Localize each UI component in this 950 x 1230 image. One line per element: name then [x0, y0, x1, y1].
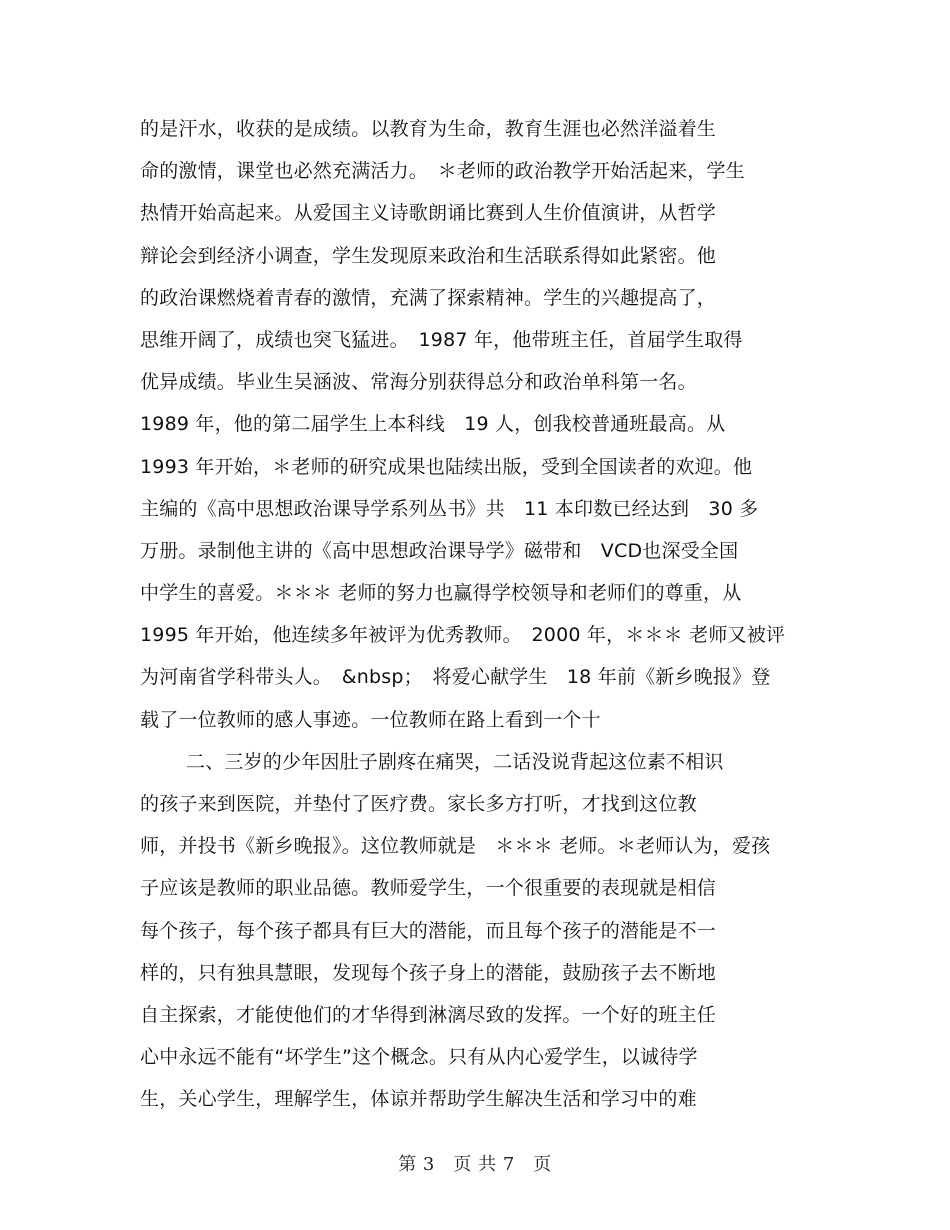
text-line: 样的，只有独具慧眼，发现每个孩子身上的潜能，鼓励孩子去不断地 [140, 961, 717, 984]
text-line: 思维开阔了，成绩也突飞猛进。 1987 年，他带班主任，首届学生取得 [140, 328, 743, 351]
text-line: 的是汗水，收获的是成绩。以教育为生命，教育生涯也必然洋溢着生 [140, 118, 717, 140]
text-line: 自主探索，才能使他们的才华得到淋漓尽致的发挥。一个好的班主任 [140, 1003, 717, 1026]
text-line: 心中永远不能有“坏学生”这个概念。只有从内心爱学生，以诚待学 [140, 1046, 698, 1069]
text-line: 辩论会到经济小调查，学生发现原来政治和生活联系得如此紧密。他 [140, 244, 717, 267]
text-line: 中学生的喜爱。＊＊＊ 老师的努力也赢得学校领导和老师们的尊重，从 [140, 582, 742, 605]
body-text [140, 112, 810, 1125]
text-line: 的孩子来到医院，并垫付了医疗费。家长多方打听，才找到这位教 [140, 793, 697, 815]
text-line: 二、三岁的少年因肚子剧疼在痛哭，二话没说背起这位素不相识 [186, 750, 724, 773]
text-line: 载了一位教师的感人事迹。一位教师在路上看到一个十 [140, 708, 601, 731]
text-line: 1989 年，他的第二届学生上本科线 19 人，创我校普通班最高。从 [140, 413, 726, 436]
text-line: 每个孩子，每个孩子都具有巨大的潜能，而且每个孩子的潜能是不一 [140, 919, 717, 942]
text-line: 1993 年开始，＊老师的研究成果也陆续出版，受到全国读者的欢迎。他 [140, 455, 753, 478]
text-line: 命的激情，课堂也必然充满活力。 ＊老师的政治教学开始活起来，学生 [140, 160, 745, 183]
text-line: 生，关心学生，理解学生，体谅并帮助学生解决生活和学习中的难 [140, 1088, 697, 1111]
text-line: 万册。录制他主讲的《高中思想政治课导学》磁带和 VCD也深受全国 [140, 539, 739, 562]
text-line: 子应该是教师的职业品德。教师爱学生，一个很重要的表现就是相信 [140, 877, 717, 900]
text-line: 为河南省学科带头人。 &nbsp； 将爱心献学生 18 年前《新乡晚报》登 [140, 666, 771, 689]
page-number: 第 3 页 共 7 页 [398, 1154, 552, 1175]
text-line: 师，并投书《新乡晚报》。这位教师就是 ＊＊＊ 老师。＊老师认为，爱孩 [140, 835, 771, 858]
text-line: 主编的《高中思想政治课导学系列丛书》共 11 本印数已经达到 30 多 [140, 497, 759, 520]
text-line: 热情开始高起来。从爱国主义诗歌朗诵比赛到人生价值演讲，从哲学 [140, 202, 717, 225]
text-line: 优异成绩。毕业生吴涵波、常海分别获得总分和政治单科第一名。 [140, 371, 697, 394]
text-line: 1995 年开始，他连续多年被评为优秀教师。 2000 年，＊＊＊ 老师又被评 [140, 624, 786, 647]
text-line: 的政治课燃烧着青春的激情，充满了探索精神。学生的兴趣提高了， [140, 286, 717, 309]
